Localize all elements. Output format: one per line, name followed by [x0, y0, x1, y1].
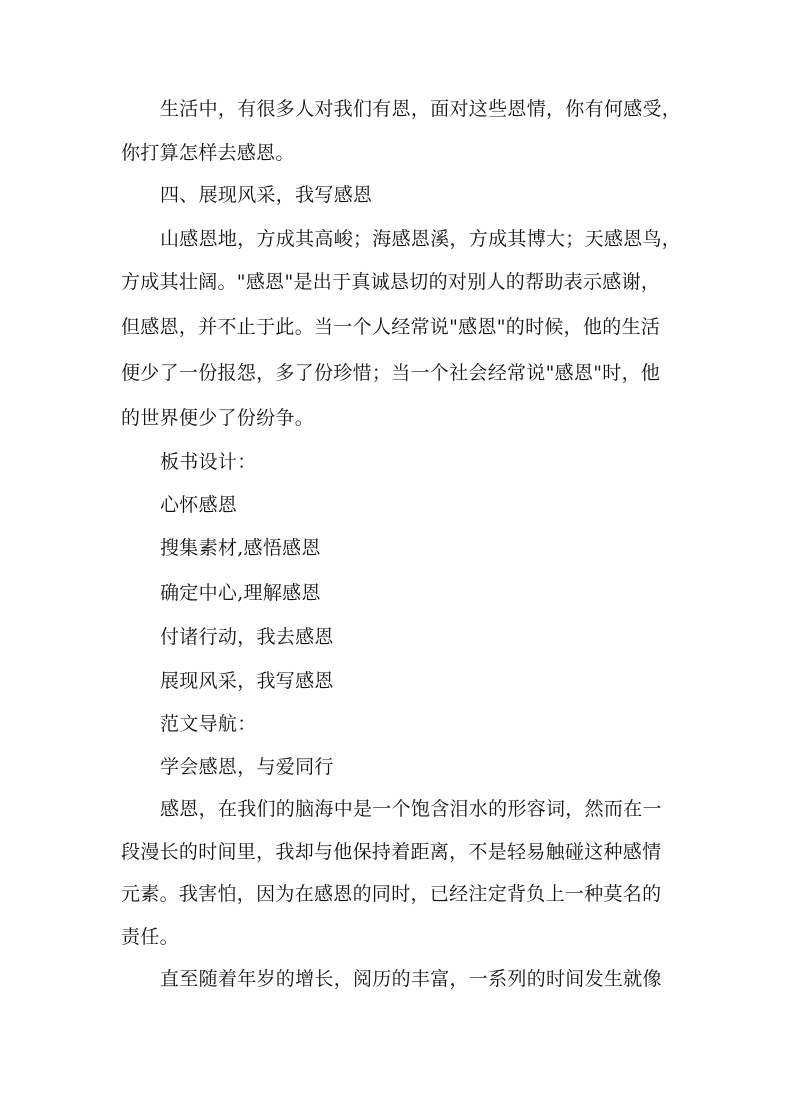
paragraph-line: 你打算怎样去感恩。 — [121, 142, 295, 164]
paragraph-line: 便少了一份报怨，多了份珍惜；当一个社会经常说"感恩"时，他 — [121, 362, 661, 384]
board-design-heading: 板书设计： — [160, 451, 257, 473]
board-design-item: 付诸行动，我去感恩 — [160, 626, 334, 648]
paragraph-line: 元素。我害怕，因为在感恩的同时，已经注定背负上一种莫名的 — [121, 883, 662, 905]
section-heading: 四、展现风采，我写感恩 — [160, 184, 373, 206]
board-design-item: 展现风采，我写感恩 — [160, 670, 334, 692]
paragraph-line: 山感恩地，方成其高峻；海感恩溪，方成其博大；天感恩鸟， — [160, 228, 682, 250]
sample-essay-heading: 范文导航： — [160, 713, 257, 735]
paragraph-line: 但感恩，并不止于此。当一个人经常说"感恩"的时候，他的生活 — [121, 316, 661, 338]
paragraph-line: 的世界便少了份纷争。 — [121, 407, 315, 429]
essay-title: 学会感恩，与爱同行 — [160, 756, 334, 778]
board-design-item: 搜集素材,感悟感恩 — [160, 537, 321, 559]
paragraph-line: 方成其壮阔。"感恩"是出于真诚恳切的对别人的帮助表示感谢， — [121, 271, 661, 293]
board-design-item: 心怀感恩 — [160, 494, 238, 516]
paragraph-line: 直至随着年岁的增长，阅历的丰富，一系列的时间发生就像 — [160, 968, 662, 990]
paragraph-line: 感恩，在我们的脑海中是一个饱含泪水的形容词，然而在一 — [160, 798, 662, 820]
paragraph-line: 段漫长的时间里，我却与他保持着距离，不是轻易触碰这种感情 — [121, 841, 662, 863]
board-design-item: 确定中心,理解感恩 — [160, 582, 321, 604]
paragraph-line: 责任。 — [121, 926, 179, 948]
paragraph-line: 生活中，有很多人对我们有恩，面对这些恩情，你有何感受， — [160, 98, 682, 120]
